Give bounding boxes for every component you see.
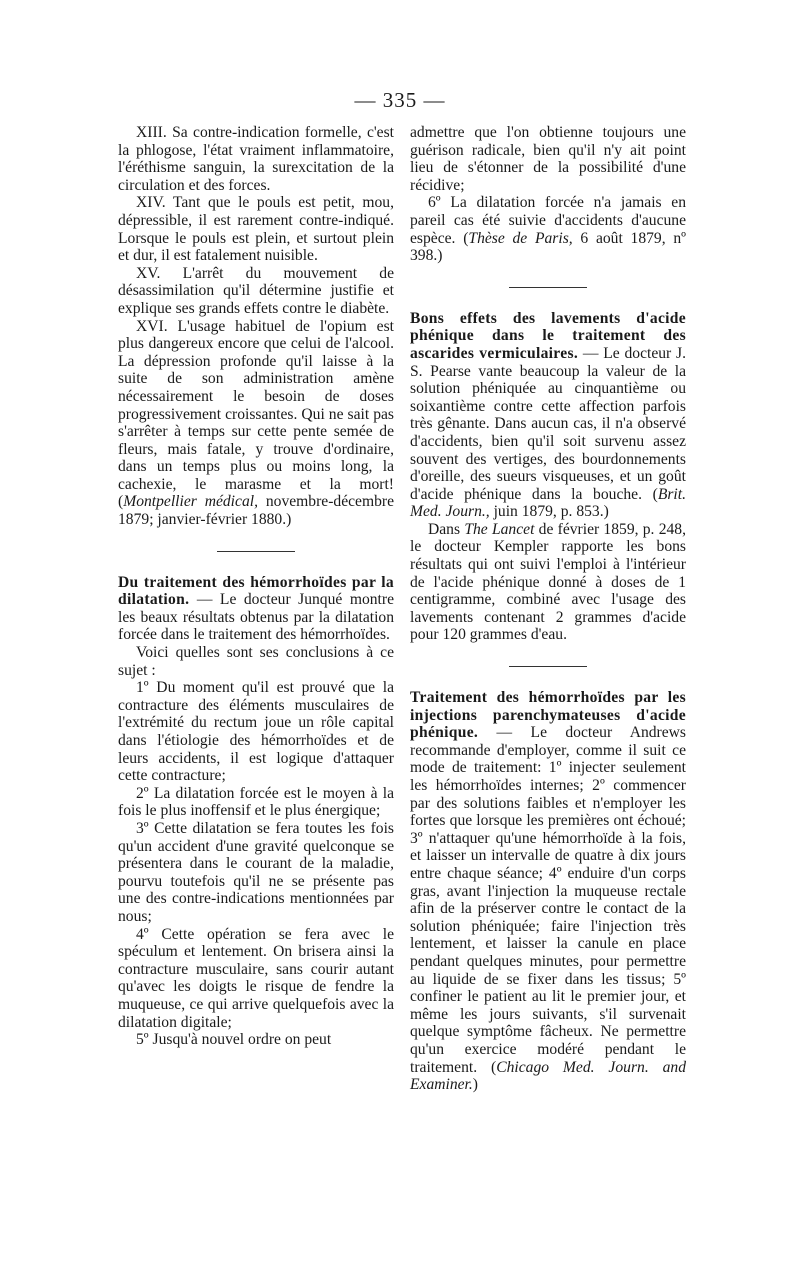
right-column xyxy=(410,124,686,1094)
paragraph-xvi-text: XVI. L'usage habituel de l'opium est plus dangereux encore que celui de l'alcool. La dépression profonde qu'il laisse à la suite de son administration amène nécessairement le besoin de doses progressivement croissantes. Qui ne sait pas s'arrêter à temps sur cette pente semée de fleurs, mais fatale, y trouve d'ordinaire, dans un temps plus ou moins long, la cachexie, le marasme et la mort! ( xyxy=(118,317,394,511)
conclusion-5-start: 5º Jusqu'à nouvel ordre on peut xyxy=(136,1031,332,1049)
paragraph-lancet xyxy=(410,521,686,644)
paragraph-xvi xyxy=(118,318,394,529)
citation-date: novembre-décembre 1879; janvier-février 1880.) xyxy=(118,493,394,529)
section-divider xyxy=(217,551,295,552)
paragraph-conclusions: Voici quelles sont ses conclusions à ce sujet : xyxy=(118,644,394,679)
left-column xyxy=(118,124,394,1049)
conclusion-2: 2º La dilatation forcée est le moyen à la fois le plus inoffensif et le plus énergique; xyxy=(118,784,394,820)
citation-date: juin 1879, p. 853.) xyxy=(489,503,609,521)
citation-source: Montpellier médical, xyxy=(123,493,258,511)
conclusion-6-text: 6º La dilatation forcée n'a jamais en pareil cas été suivie d'accidents d'aucune espèce. ( xyxy=(410,194,686,247)
section-divider xyxy=(509,666,587,667)
paragraph-xiv: XIV. Tant que le pouls est petit, mou, dépressible, il est rarement contre-indiqué. Lorsque le pouls est plein, et surtout plein et dur, il est fatalement nuisible. xyxy=(118,194,394,265)
citation-source: Chicago Med. Journ. and Examiner. xyxy=(410,1058,686,1094)
paragraph-lancet-text: de février 1859, p. 248, le docteur Kempler rapporte les bons résultats qui ont suivi l'emploi à l'intérieur de l'acide phénique donné à doses de 1 centigramme, combiné avec l'usage des lavements contenant 2 grammes d'acide pour 120 grammes d'eau. xyxy=(410,520,687,644)
page-number: — 335 — xyxy=(354,88,446,112)
conclusion-3: 3º Cette dilatation se fera toutes les fois qu'un accident d'une gravité quelconque se présentera dans le courant de la maladie, pourvu toutefois qu'il ne se présente pas une des contre-indications mentionnées par nous; xyxy=(118,819,394,925)
citation-date: 6 août 1879, nº 398.) xyxy=(410,229,686,265)
citation-source: Brit. Med. Journ., xyxy=(410,485,686,521)
article-body: — Le docteur Andrews recommande d'employer, comme il suit ce mode de traitement: 1º injecter seulement les hémorrhoïdes internes; 2º commencer par des solutions faibles et n'employer les fortes que lorsque les premières ont échoué; 3º n'attaquer qu'une hémorrhoïde à la fois, et laisser un intervalle de quatre à dix jours entre chaque séance; 4º enduire d'un corps gras, avant l'injection la muqueuse rectale afin de la préserver contre le contact de la solution phéniquée; faire l'injection très lentement, et laisser la canule en place pendant quelques minutes, pour permettre au liquide de se fixer dans les tissus; 5º confiner le patient au lit le premier jour, et même les jours suivants, s'il survenait quelque symptôme fâcheux. Ne permettre qu'un exercice modéré pendant le traitement. ( xyxy=(410,724,686,1076)
citation-close: ) xyxy=(472,1076,478,1094)
conclusion-6 xyxy=(410,194,686,264)
citation-source: Thèse de Paris, xyxy=(468,229,573,247)
article-body: — Le docteur J. S. Pearse vante beaucoup la valeur de la solution phéniquée au cinquantième ou soixantième contre cette affection parfois très gênante. Dans aucun cas, il n'a observé d'accidents, bien qu'il soit survenu assez souvent des vertiges, des bourdonnements d'oreille, des sueurs visqueuses, et un goût d'acide phénique dans la bouche. ( xyxy=(410,344,686,503)
conclusion-5-continued: admettre que l'on obtienne toujours une guérison radicale, bien qu'il n'y ait point lieu de s'étonner de la possibilité d'une récidive; xyxy=(410,124,686,194)
section-divider xyxy=(509,287,587,288)
conclusion-4: 4º Cette opération se fera avec le spéculum et lentement. On brisera ainsi la contracture musculaire, sans courir autant qu'avec les doigts le risque de fendre la muqueuse, ce qui arrive quelquefois avec la dilatation digitale; xyxy=(118,925,394,1031)
article-intro: — Le docteur Junqué montre les beaux résultats obtenus par la dilatation forcée dans le traitement des hémorrhoïdes. xyxy=(118,591,394,644)
paragraph-xiii: XIII. Sa contre-indication formelle, c'est la phlogose, l'état vraiment inflammatoire, l'éréthisme sanguin, la surexcitation de la circulation et des forces. xyxy=(118,124,394,194)
journal-name: The Lancet xyxy=(464,520,535,538)
article-title: Bons effets des lavements d'acide phénique dans le traitement des ascarides vermiculaires. xyxy=(410,309,686,362)
conclusion-1: 1º Du moment qu'il est prouvé que la contracture des éléments musculaires de l'extrémité du rectum joue un rôle capital dans l'étiologie des hémorrhoïdes et de leurs accidents, il est logique d'attaquer cette contracture; xyxy=(118,679,394,785)
paragraph-lancet-lead: Dans xyxy=(428,520,465,538)
paragraph-xv: XV. L'arrêt du mouvement de désassimilation qu'il détermine justifie et explique ses grands effets contre le diabète. xyxy=(118,264,394,317)
article-title: Du traitement des hémorrhoïdes par la dilatation. xyxy=(118,573,394,609)
article-title: Traitement des hémorrhoïdes par les injections parenchymateuses d'acide phénique. xyxy=(410,689,686,742)
